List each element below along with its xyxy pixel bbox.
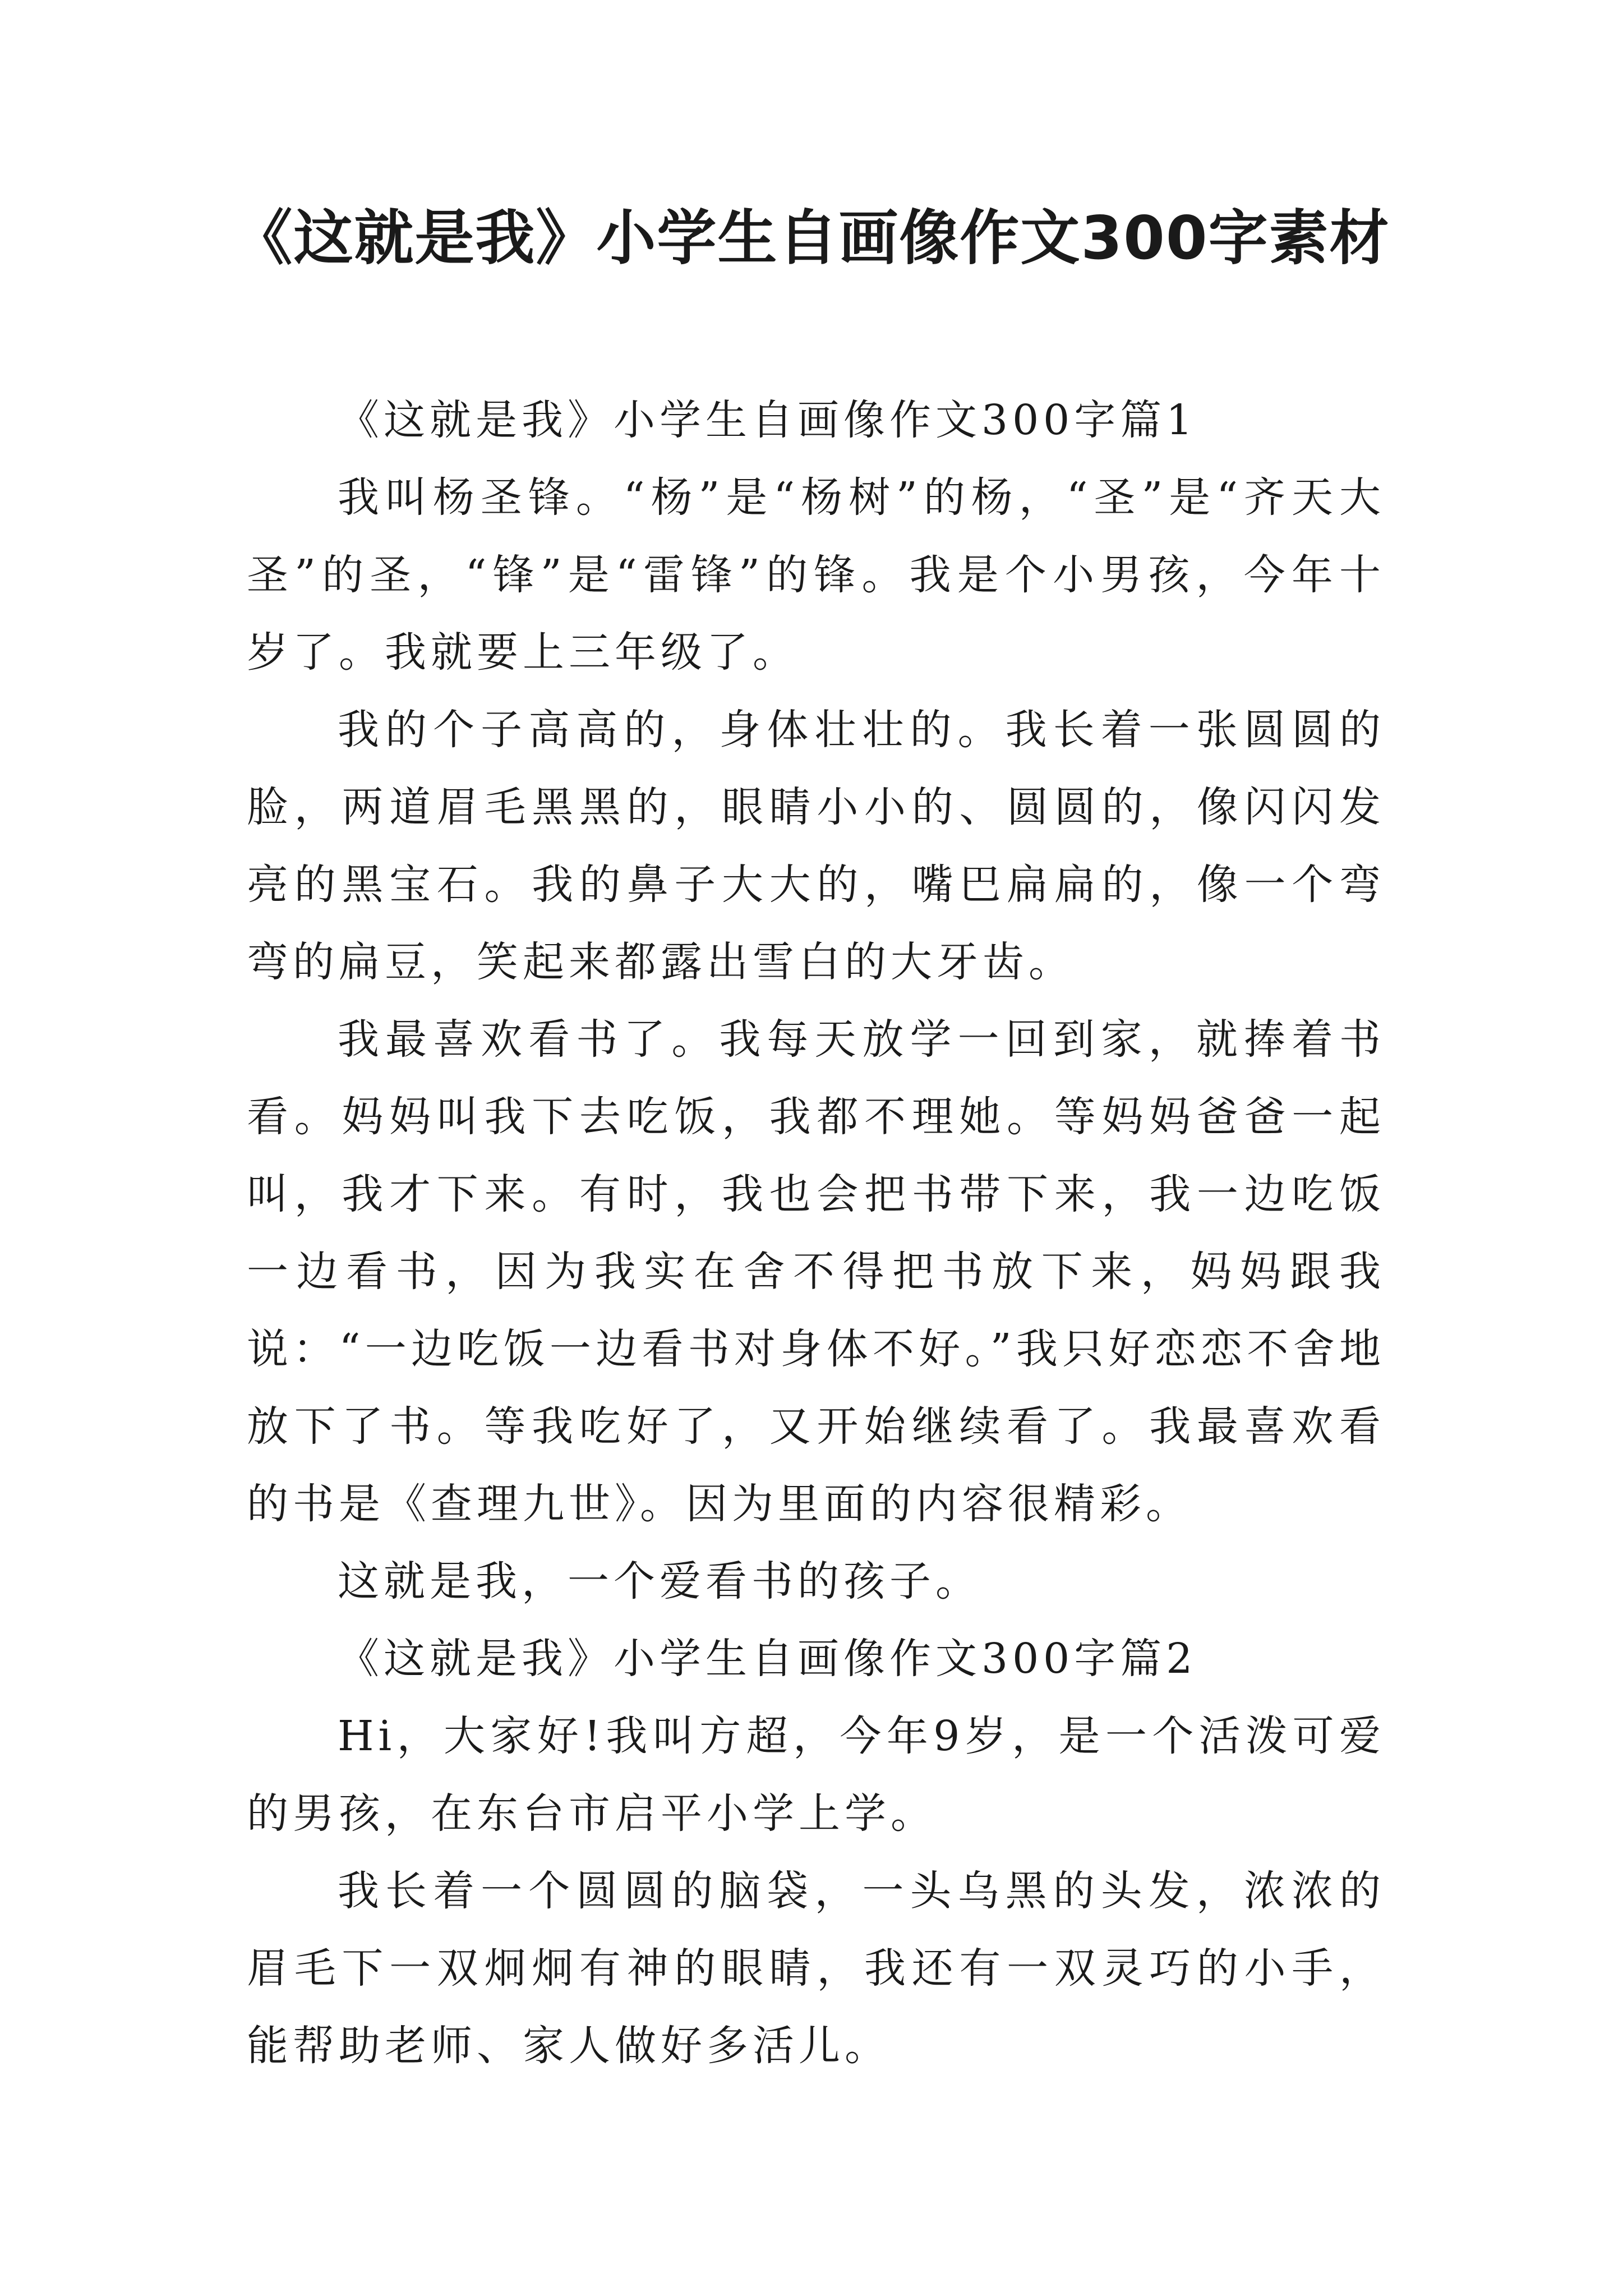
section-heading-1: 《这就是我》小学生自画像作文300字篇1 [338, 396, 1197, 444]
paragraph: 我最喜欢看书了。我每天放学一回到家，就捧着书看。妈妈叫我下去吃饭，我都不理她。等妈妈爸爸一起叫，我才下来。有时，我也会把书带下来，我一边吃饭一边看书，因为我实在舍不得把书放下来，妈妈跟我说：“一边吃饭一边看书对身体不好。”我只好恋恋不舍地放下了书。等我吃好了，又开始继续看了。我最喜欢看的书是《查理九世》。因为里面的内容很精彩。 [247, 1015, 1385, 1528]
paragraph: 这就是我，一个爱看书的孩子。 [338, 1557, 981, 1605]
document-title: 《这就是我》小学生自画像作文300字素材 [233, 204, 1390, 273]
paragraph: Hi，大家好!我叫方超，今年9岁，是一个活泼可爱的男孩，在东台市启平小学上学。 [247, 1712, 1385, 1838]
paragraph: 我叫杨圣锋。“杨”是“杨树”的杨，“圣”是“齐天大圣”的圣，“锋”是“雷锋”的锋。我是个小男孩，今年十岁了。我就要上三年级了。 [247, 473, 1385, 677]
section-heading-2: 《这就是我》小学生自画像作文300字篇2 [338, 1635, 1197, 1683]
paragraph: 我的个子高高的，身体壮壮的。我长着一张圆圆的脸，两道眉毛黑黑的，眼睛小小的、圆圆的，像闪闪发亮的黑宝石。我的鼻子大大的，嘴巴扁扁的，像一个弯弯的扁豆，笑起来都露出雪白的大牙齿。 [247, 706, 1385, 986]
paragraph: 我长着一个圆圆的脑袋，一头乌黑的头发，浓浓的眉毛下一双炯炯有神的眼睛，我还有一双灵巧的小手，能帮助老师、家人做好多活儿。 [247, 1867, 1385, 2070]
document-body [247, 381, 1385, 2085]
